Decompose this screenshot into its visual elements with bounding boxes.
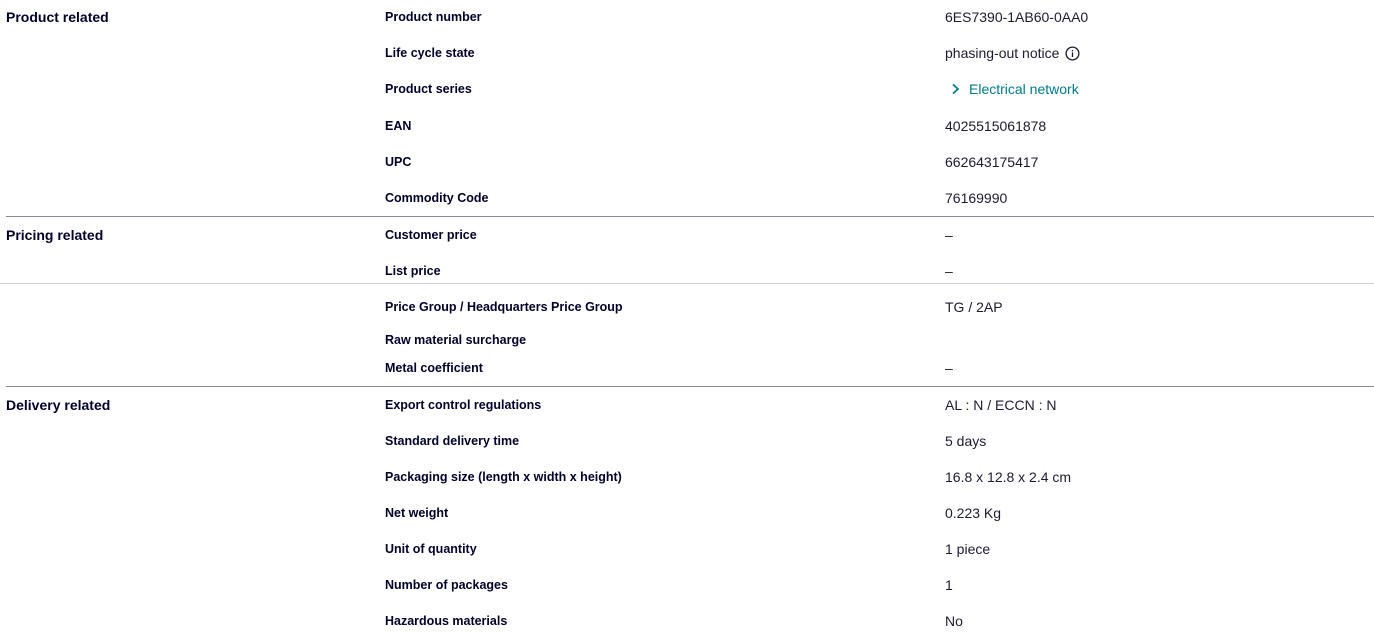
label-ean: EAN bbox=[385, 119, 412, 133]
label-hazardous-materials: Hazardous materials bbox=[385, 614, 508, 628]
row-product-number bbox=[0, 7, 1374, 27]
label-product-series: Product series bbox=[385, 82, 472, 96]
row-ean bbox=[0, 116, 1374, 136]
value-hazardous-materials: No bbox=[945, 613, 963, 629]
label-price-group: Price Group / Headquarters Price Group bbox=[385, 300, 623, 314]
value-life-cycle-state-wrap bbox=[945, 43, 1080, 63]
row-unit-of-quantity bbox=[0, 539, 1374, 559]
row-standard-delivery-time bbox=[0, 431, 1374, 451]
label-unit-of-quantity: Unit of quantity bbox=[385, 542, 477, 556]
label-commodity-code: Commodity Code bbox=[385, 191, 489, 205]
row-customer-price bbox=[0, 225, 1374, 245]
row-product-series bbox=[0, 79, 1374, 99]
value-list-price: – bbox=[945, 263, 953, 279]
section-title-delivery: Delivery related bbox=[6, 397, 111, 413]
row-list-price bbox=[0, 261, 1374, 281]
row-life-cycle-state bbox=[0, 43, 1374, 63]
section-title-product: Product related bbox=[6, 9, 109, 25]
row-upc bbox=[0, 152, 1374, 172]
label-export-control: Export control regulations bbox=[385, 398, 542, 412]
value-price-group: TG / 2AP bbox=[945, 299, 1003, 315]
value-standard-delivery-time: 5 days bbox=[945, 433, 987, 449]
value-upc: 662643175417 bbox=[945, 154, 1039, 170]
label-net-weight: Net weight bbox=[385, 506, 449, 520]
label-customer-price: Customer price bbox=[385, 228, 477, 242]
value-export-control: AL : N / ECCN : N bbox=[945, 397, 1057, 413]
row-divider bbox=[0, 283, 1374, 284]
label-life-cycle-state: Life cycle state bbox=[385, 46, 475, 60]
value-metal-coefficient: – bbox=[945, 360, 953, 376]
row-export-control bbox=[0, 395, 1374, 415]
label-upc: UPC bbox=[385, 155, 412, 169]
row-hazardous-materials bbox=[0, 611, 1374, 631]
value-life-cycle-state: phasing-out notice bbox=[945, 45, 1060, 61]
value-number-of-packages: 1 bbox=[945, 577, 953, 593]
label-packaging-size: Packaging size (length x width x height) bbox=[385, 470, 622, 484]
value-unit-of-quantity: 1 piece bbox=[945, 541, 991, 557]
row-number-of-packages bbox=[0, 575, 1374, 595]
section-title-pricing: Pricing related bbox=[6, 227, 104, 243]
label-raw-material-surcharge: Raw material surcharge bbox=[385, 333, 527, 347]
label-number-of-packages: Number of packages bbox=[385, 578, 508, 592]
value-packaging-size: 16.8 x 12.8 x 2.4 cm bbox=[945, 469, 1072, 485]
chevron-right-icon bbox=[951, 83, 961, 95]
section-divider bbox=[6, 386, 1374, 387]
product-series-link[interactable] bbox=[947, 79, 1079, 99]
label-metal-coefficient: Metal coefficient bbox=[385, 361, 483, 375]
row-commodity-code bbox=[0, 188, 1374, 208]
row-net-weight bbox=[0, 503, 1374, 523]
row-raw-material-surcharge bbox=[0, 330, 1374, 350]
value-net-weight: 0.223 Kg bbox=[945, 505, 1002, 521]
section-divider bbox=[6, 216, 1374, 217]
row-metal-coefficient bbox=[0, 358, 1374, 378]
value-ean: 4025515061878 bbox=[945, 118, 1047, 134]
label-list-price: List price bbox=[385, 264, 441, 278]
label-product-number: Product number bbox=[385, 10, 482, 24]
product-series-link-text: Electrical network bbox=[969, 81, 1079, 97]
value-customer-price: – bbox=[945, 227, 953, 243]
label-standard-delivery-time: Standard delivery time bbox=[385, 434, 520, 448]
info-icon[interactable] bbox=[1065, 46, 1080, 61]
value-commodity-code: 76169990 bbox=[945, 190, 1008, 206]
row-price-group bbox=[0, 297, 1374, 317]
row-packaging-size bbox=[0, 467, 1374, 487]
value-product-number: 6ES7390-1AB60-0AA0 bbox=[945, 9, 1089, 25]
